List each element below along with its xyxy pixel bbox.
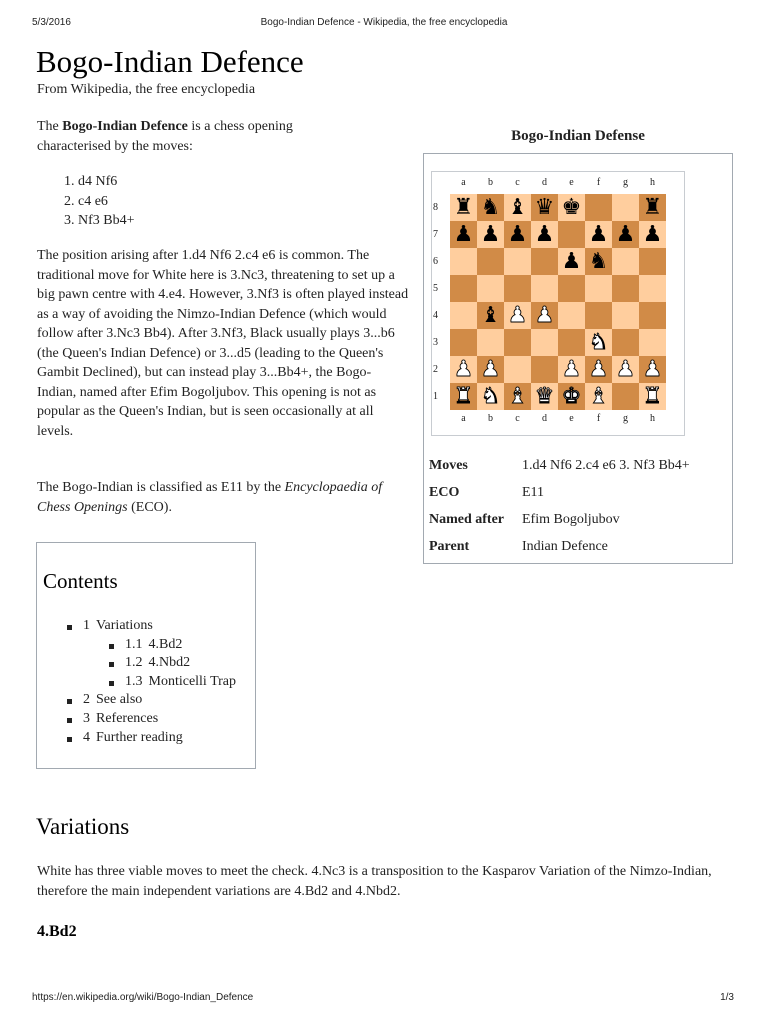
board-square-b2: [477, 356, 504, 383]
board-square-h6: [639, 248, 666, 275]
board-square-a7: [450, 221, 477, 248]
print-url: https://en.wikipedia.org/wiki/Bogo-Indian_Defence: [32, 992, 254, 1003]
black-pawn-icon: ♟: [588, 222, 609, 247]
variations-paragraph: White has three viable moves to meet the check. 4.Nc3 is a transposition to the Kasparov Variation of the Nimzo-Indian, therefore the main independent variations are 4.Bd2 and 4.Nbd2.: [37, 864, 712, 899]
board-square-b5: [477, 275, 504, 302]
board-square-d6: [531, 248, 558, 275]
file-label: c: [515, 413, 520, 424]
rank-label: 6: [433, 256, 438, 267]
board-square-e3: [558, 329, 585, 356]
board-square-c6: [504, 248, 531, 275]
board-square-g5: [612, 275, 639, 302]
board-square-b6: [477, 248, 504, 275]
black-knight-icon: ♞: [480, 195, 501, 220]
file-label: e: [569, 413, 574, 424]
board-square-e5: [558, 275, 585, 302]
board-square-e8: [558, 194, 585, 221]
toc-sublist: [109, 636, 236, 692]
board-square-f2: [585, 356, 612, 383]
lead-bold-term: Bogo-Indian Defence: [62, 119, 188, 134]
rank-label: 7: [433, 229, 438, 240]
board-square-c8: [504, 194, 531, 221]
board-square-c3: [504, 329, 531, 356]
parent-link[interactable]: Indian Defence: [522, 538, 608, 554]
white-pawn-icon: ♟: [480, 357, 501, 382]
board-square-d2: [531, 356, 558, 383]
black-pawn-icon: ♟: [453, 222, 474, 247]
table-of-contents: [36, 542, 256, 769]
file-label: f: [596, 177, 601, 188]
board-square-a3: [450, 329, 477, 356]
board-square-f7: [585, 221, 612, 248]
white-pawn-icon: ♟: [642, 357, 663, 382]
infobox-row-moves: Moves 1.d4 Nf6 2.c4 e6 3. Nf3 Bb4+: [429, 457, 690, 473]
white-bishop-icon: ♝: [588, 384, 609, 409]
file-label: b: [488, 177, 493, 188]
board-square-c2: [504, 356, 531, 383]
toc-item-variations[interactable]: 1 Variations 1.1 4.Bd2 1.2 4.Nbd2 1.3 Monticelli Trap: [67, 617, 236, 691]
section-heading-variations: Variations: [36, 814, 130, 839]
page-title: Bogo-Indian Defence: [36, 44, 304, 79]
board-square-g7: [612, 221, 639, 248]
white-knight-icon: ♞: [480, 384, 501, 409]
toc-heading: Contents: [43, 569, 118, 593]
black-pawn-icon: ♟: [534, 222, 555, 247]
eco-text-post: (ECO).: [127, 499, 172, 515]
black-rook-icon: ♜: [453, 195, 474, 220]
board-square-e7: [558, 221, 585, 248]
white-pawn-icon: ♟: [507, 303, 528, 328]
file-label: b: [488, 413, 493, 424]
print-footer: [0, 992, 768, 1006]
page-subtitle: From Wikipedia, the free encyclopedia: [37, 82, 256, 97]
chessboard: [450, 194, 666, 410]
board-square-f8: [585, 194, 612, 221]
black-pawn-icon: ♟: [561, 249, 582, 274]
lead-text-post: is a chess opening characterised by the moves:: [37, 119, 293, 154]
board-square-g8: [612, 194, 639, 221]
lead-text-pre: The: [37, 119, 63, 134]
infobox-row-parent: Parent Indian Defence: [429, 533, 729, 560]
file-label: d: [542, 177, 547, 188]
file-label: a: [461, 413, 466, 424]
print-header: [0, 17, 768, 31]
board-square-b7: [477, 221, 504, 248]
eco-link[interactable]: ECO: [429, 484, 460, 500]
white-rook-icon: ♜: [642, 384, 663, 409]
white-knight-icon: ♞: [588, 330, 609, 355]
toc-item-further-reading[interactable]: 4 Further reading: [67, 729, 236, 748]
board-square-h5: [639, 275, 666, 302]
black-pawn-icon: ♟: [507, 222, 528, 247]
board-square-f1: [585, 383, 612, 410]
board-square-d5: [531, 275, 558, 302]
infobox-table: [429, 452, 729, 560]
file-label: e: [569, 177, 574, 188]
white-pawn-icon: ♟: [615, 357, 636, 382]
black-king-icon: ♚: [561, 195, 582, 220]
toc-item-see-also[interactable]: 2 See also: [67, 691, 236, 710]
board-square-g1: [612, 383, 639, 410]
board-square-a1: [450, 383, 477, 410]
rank-label: 4: [433, 310, 438, 321]
print-date: 5/3/2016: [32, 17, 71, 28]
board-rank-labels-left: [433, 194, 443, 410]
white-pawn-icon: ♟: [453, 357, 474, 382]
lead-paragraph: [37, 117, 367, 156]
board-square-d3: [531, 329, 558, 356]
board-square-d4: [531, 302, 558, 329]
board-square-g6: [612, 248, 639, 275]
board-square-h2: [639, 356, 666, 383]
board-square-c5: [504, 275, 531, 302]
file-label: h: [650, 413, 655, 424]
board-square-e6: [558, 248, 585, 275]
board-square-e2: [558, 356, 585, 383]
move-item: 1. d4 Nf6: [78, 172, 135, 192]
board-square-f3: [585, 329, 612, 356]
rank-label: 2: [433, 364, 438, 375]
board-square-c7: [504, 221, 531, 248]
board-square-f6: [585, 248, 612, 275]
board-square-e4: [558, 302, 585, 329]
board-square-h7: [639, 221, 666, 248]
file-label: c: [515, 177, 520, 188]
white-pawn-icon: ♟: [588, 357, 609, 382]
board-square-b8: [477, 194, 504, 221]
board-square-d7: [531, 221, 558, 248]
subsection-heading-bd2: 4.Bd2: [37, 923, 77, 940]
toc-item-monticelli-trap[interactable]: 1.3 Monticelli Trap: [109, 673, 236, 692]
board-square-c1: [504, 383, 531, 410]
file-label: g: [623, 177, 628, 188]
print-page-title: Bogo-Indian Defence - Wikipedia, the free encyclopedia: [260, 17, 508, 28]
board-square-g4: [612, 302, 639, 329]
white-king-icon: ♚: [561, 384, 582, 409]
board-square-a2: [450, 356, 477, 383]
body-paragraph: The position arising after 1.d4 Nf6 2.c4 e6 is common. The traditional move for White here is 3.Nc3, threatening to set up a big pawn centre with 4.e4. However, 3.Nf3 is often played instead as a way of avoiding the Nimzo-Indian Defence (which would follow after 3.Nc3 Bb4). After 3.Nf3, Black usually plays 3...b6 (the Queen's Indian Defence) or 3...d5 (leading to the Queen's Gambit Declined), but can instead play 3...Bb4+, the Bogo-Indian, named after Efim Bogoljubov. This opening is not as popular as the Queen's Indian, but is seen occasionally at all levels.: [37, 248, 409, 439]
black-pawn-icon: ♟: [642, 222, 663, 247]
eco-code-link[interactable]: E11: [522, 484, 545, 500]
black-bishop-icon: ♝: [480, 303, 501, 328]
eco-paragraph: [37, 478, 409, 517]
board-square-d1: [531, 383, 558, 410]
black-bishop-icon: ♝: [507, 195, 528, 220]
infobox-caption: Bogo-Indian Defense: [511, 128, 645, 144]
rank-label: 3: [433, 337, 438, 348]
black-pawn-icon: ♟: [480, 222, 501, 247]
board-square-g3: [612, 329, 639, 356]
move-item: 3. Nf3 Bb4+: [78, 211, 135, 231]
named-after-link[interactable]: Efim Bogoljubov: [522, 511, 620, 527]
toc-item-nbd2[interactable]: 1.2 4.Nbd2: [109, 654, 236, 673]
board-square-h3: [639, 329, 666, 356]
file-label: h: [650, 177, 655, 188]
board-square-f4: [585, 302, 612, 329]
infobox-row-named-after: Named after Efim Bogoljubov: [429, 506, 729, 533]
board-square-b3: [477, 329, 504, 356]
file-label: d: [542, 413, 547, 424]
black-rook-icon: ♜: [642, 195, 663, 220]
infobox-row-eco: [429, 479, 729, 506]
board-square-a6: [450, 248, 477, 275]
board-square-h8: [639, 194, 666, 221]
move-item: 2. c4 e6: [78, 192, 135, 212]
board-square-b4: [477, 302, 504, 329]
board-square-g2: [612, 356, 639, 383]
board-square-a8: [450, 194, 477, 221]
print-page-number: 1/3: [720, 992, 734, 1003]
rank-label: 8: [433, 202, 438, 213]
board-square-b1: [477, 383, 504, 410]
rank-label: 1: [433, 391, 438, 402]
board-square-f5: [585, 275, 612, 302]
board-square-d8: [531, 194, 558, 221]
board-square-h1: [639, 383, 666, 410]
eco-book-link[interactable]: Encyclopaedia of Chess Openings: [37, 480, 383, 515]
eco-text-pre: The Bogo-Indian is classified as E11 by the: [37, 480, 285, 495]
board-square-a4: [450, 302, 477, 329]
board-square-e1: [558, 383, 585, 410]
toc-item-references[interactable]: 3 References: [67, 710, 236, 729]
rank-label: 5: [433, 283, 438, 294]
white-pawn-icon: ♟: [534, 303, 555, 328]
file-label: g: [623, 413, 628, 424]
opening-moves-list: [64, 172, 135, 231]
white-rook-icon: ♜: [453, 384, 474, 409]
white-queen-icon: ♛: [534, 384, 555, 409]
toc-item-bd2[interactable]: 1.1 4.Bd2: [109, 636, 236, 655]
black-queen-icon: ♛: [534, 195, 555, 220]
file-label: f: [596, 413, 601, 424]
black-pawn-icon: ♟: [615, 222, 636, 247]
white-pawn-icon: ♟: [561, 357, 582, 382]
board-square-c4: [504, 302, 531, 329]
black-knight-icon: ♞: [588, 249, 609, 274]
toc-list: [67, 617, 236, 747]
white-bishop-icon: ♝: [507, 384, 528, 409]
board-square-a5: [450, 275, 477, 302]
file-label: a: [461, 177, 466, 188]
board-square-h4: [639, 302, 666, 329]
